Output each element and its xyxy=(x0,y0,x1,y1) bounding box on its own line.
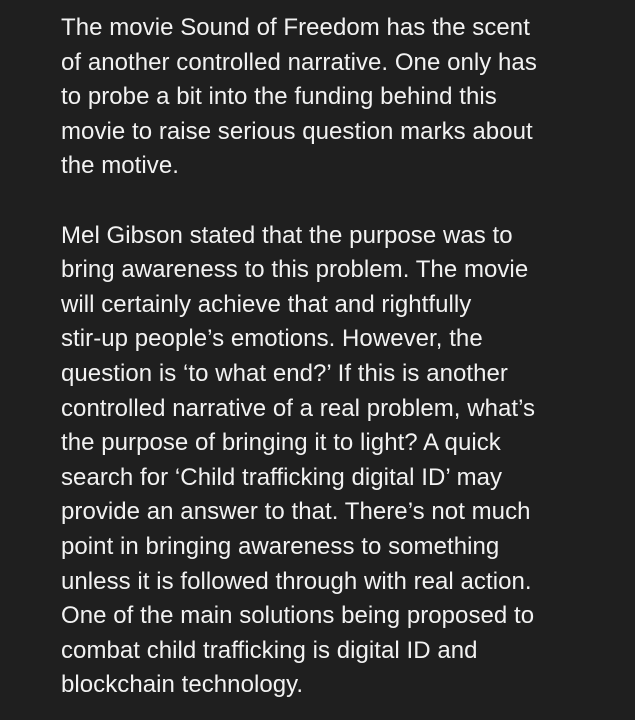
paragraph-line: combat child trafficking is digital ID and xyxy=(61,636,478,664)
paragraph-line: The movie Sound of Freedom has the scent xyxy=(61,14,530,41)
paragraph-line: movie to raise serious question marks about xyxy=(61,117,533,145)
paragraph-line: the motive. xyxy=(61,152,179,180)
paragraph-line: Mel Gibson stated that the purpose was to xyxy=(61,221,513,249)
paragraph-line: the purpose of bringing it to light? A quick xyxy=(61,429,501,457)
paragraph-line: of another controlled narrative. One only has xyxy=(61,48,537,76)
paragraph-spacer xyxy=(61,184,595,219)
paragraph-line: will certainly achieve that and rightfully xyxy=(61,290,472,318)
paragraph-line: provide an answer to that. There’s not much xyxy=(61,498,531,526)
paragraph-line: question is ‘to what end?’ If this is another xyxy=(61,359,508,387)
paragraph-line: to probe a bit into the funding behind this xyxy=(61,83,497,111)
paragraph-line: search for ‘Child trafficking digital ID’ may xyxy=(61,463,503,491)
paragraph-line: controlled narrative of a real problem, what’s xyxy=(61,394,536,422)
paragraph-line: point in bringing awareness to something xyxy=(61,532,500,560)
paragraph-line: One of the main solutions being proposed to xyxy=(61,602,535,630)
paragraph-line: unless it is followed through with real action. xyxy=(61,567,532,595)
paragraph-line: stir-up people’s emotions. However, the xyxy=(61,325,483,353)
paragraph-line: bring awareness to this problem. The movie xyxy=(61,256,529,284)
paragraph-line: blockchain technology. xyxy=(61,671,304,699)
paragraph-funding-question xyxy=(61,11,595,184)
paragraph-awareness-purpose xyxy=(61,219,595,703)
